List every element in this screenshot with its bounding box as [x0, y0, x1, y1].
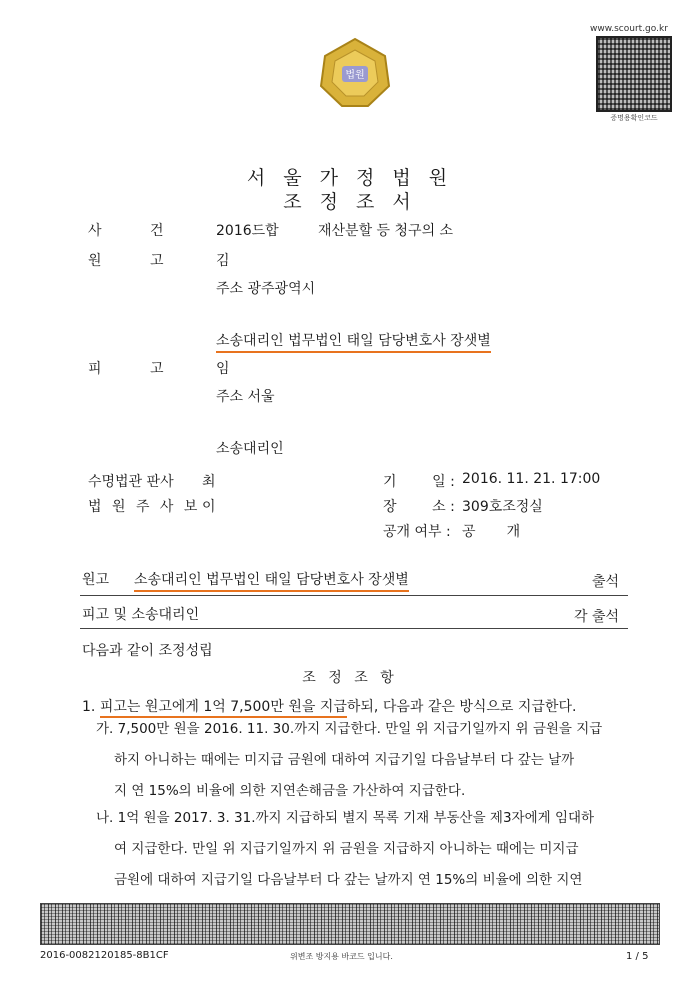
plaintiff-counsel: 소송대리인 법무법인 태일 담당변호사 장샛별	[216, 330, 491, 353]
clerk-name: 이	[202, 499, 216, 515]
clause-number: 1.	[82, 699, 96, 715]
defendant-name: 임	[216, 361, 230, 377]
clause-ga	[96, 714, 636, 807]
clause-1-highlight: 피고는 원고에게 1억 7,500만 원을 지급	[100, 699, 347, 718]
court-name: 서 울 가 정 법 원	[246, 167, 454, 189]
seal-text: 법원	[345, 70, 365, 81]
place-label: 장 소 :	[383, 499, 455, 515]
defendant-counsel: 소송대리인	[216, 441, 284, 457]
divider-line	[80, 628, 628, 629]
defendant-label: 피 고	[88, 361, 186, 377]
attendance-plaintiff-counsel: 소송대리인 법무법인 태일 담당변호사 장샛별	[134, 569, 409, 592]
attendance-plaintiff-label: 원고	[82, 572, 110, 588]
divider-line	[80, 595, 628, 596]
case-number: 2016드합	[216, 223, 279, 239]
text-line: 지 연 15%의 비율에 의한 지연손해금을 가산하여 지급한다.	[114, 783, 466, 799]
plaintiff-address: 주소 광주광역시	[216, 281, 316, 297]
anti-forgery-barcode	[40, 903, 660, 945]
case-name: 재산분할 등 청구의 소	[318, 223, 454, 239]
attendance-defendant-label: 피고 및 소송대리인	[82, 607, 200, 623]
case-label: 사 건	[88, 223, 186, 239]
date-label: 기 일 :	[383, 474, 455, 490]
text-line: 금원에 대하여 지급기일 다음날부터 다 갚는 날까지 연 15%의 비율에 의한 지연	[114, 872, 583, 888]
public-value: 공 개	[462, 524, 521, 540]
defendant-address: 주소 서울	[216, 389, 275, 405]
text-line: 가. 7,500만 원을 2016. 11. 30.까지 지급한다. 만일 위 지급기일까지 위 금원을 지급	[96, 721, 603, 737]
judge-label: 수명법관 판사	[88, 474, 174, 490]
mediation-established: 다음과 같이 조정성립	[82, 643, 213, 659]
date-value: 2016. 11. 21. 17:00	[462, 471, 601, 487]
qr-caption: 증명용확인코드	[610, 114, 658, 122]
clause-1-rest: 하되, 다음과 같은 방식으로 지급한다.	[346, 699, 577, 715]
judge-name: 최	[202, 474, 216, 490]
text-line: 나. 1억 원을 2017. 3. 31.까지 지급하되 별지 목록 기재 부동산을 제3자에게 임대하	[96, 810, 595, 826]
plaintiff-name: 김	[216, 253, 230, 269]
document-title: 조 정 조 서	[283, 191, 417, 213]
clause-1	[82, 696, 576, 716]
attendance-plaintiff-status: 출석	[592, 574, 620, 590]
section-title: 조 정 조 항	[302, 670, 398, 686]
public-label: 공개 여부 :	[383, 524, 451, 540]
text-line: 하지 아니하는 때에는 미지급 금원에 대하여 지급기일 다음날부터 다 갚는 날까	[114, 752, 575, 768]
document-id: 2016-0082120185-8B1CF	[40, 950, 169, 961]
plaintiff-label: 원 고	[88, 253, 186, 269]
page-number: 1 / 5	[626, 951, 649, 962]
clerk-label: 법 원 주 사 보	[88, 499, 201, 515]
place-value: 309호조정실	[462, 499, 543, 515]
clause-na	[96, 803, 636, 896]
text-line: 여 지급한다. 만일 위 지급기일까지 위 금원을 지급하지 아니하는 때에는 미지급	[114, 841, 579, 857]
verification-qr-code	[596, 36, 672, 112]
attendance-defendant-status: 각 출석	[574, 609, 620, 625]
court-url: www.scourt.go.kr	[590, 24, 668, 34]
barcode-note: 위변조 방지용 바코드 입니다.	[290, 952, 393, 961]
